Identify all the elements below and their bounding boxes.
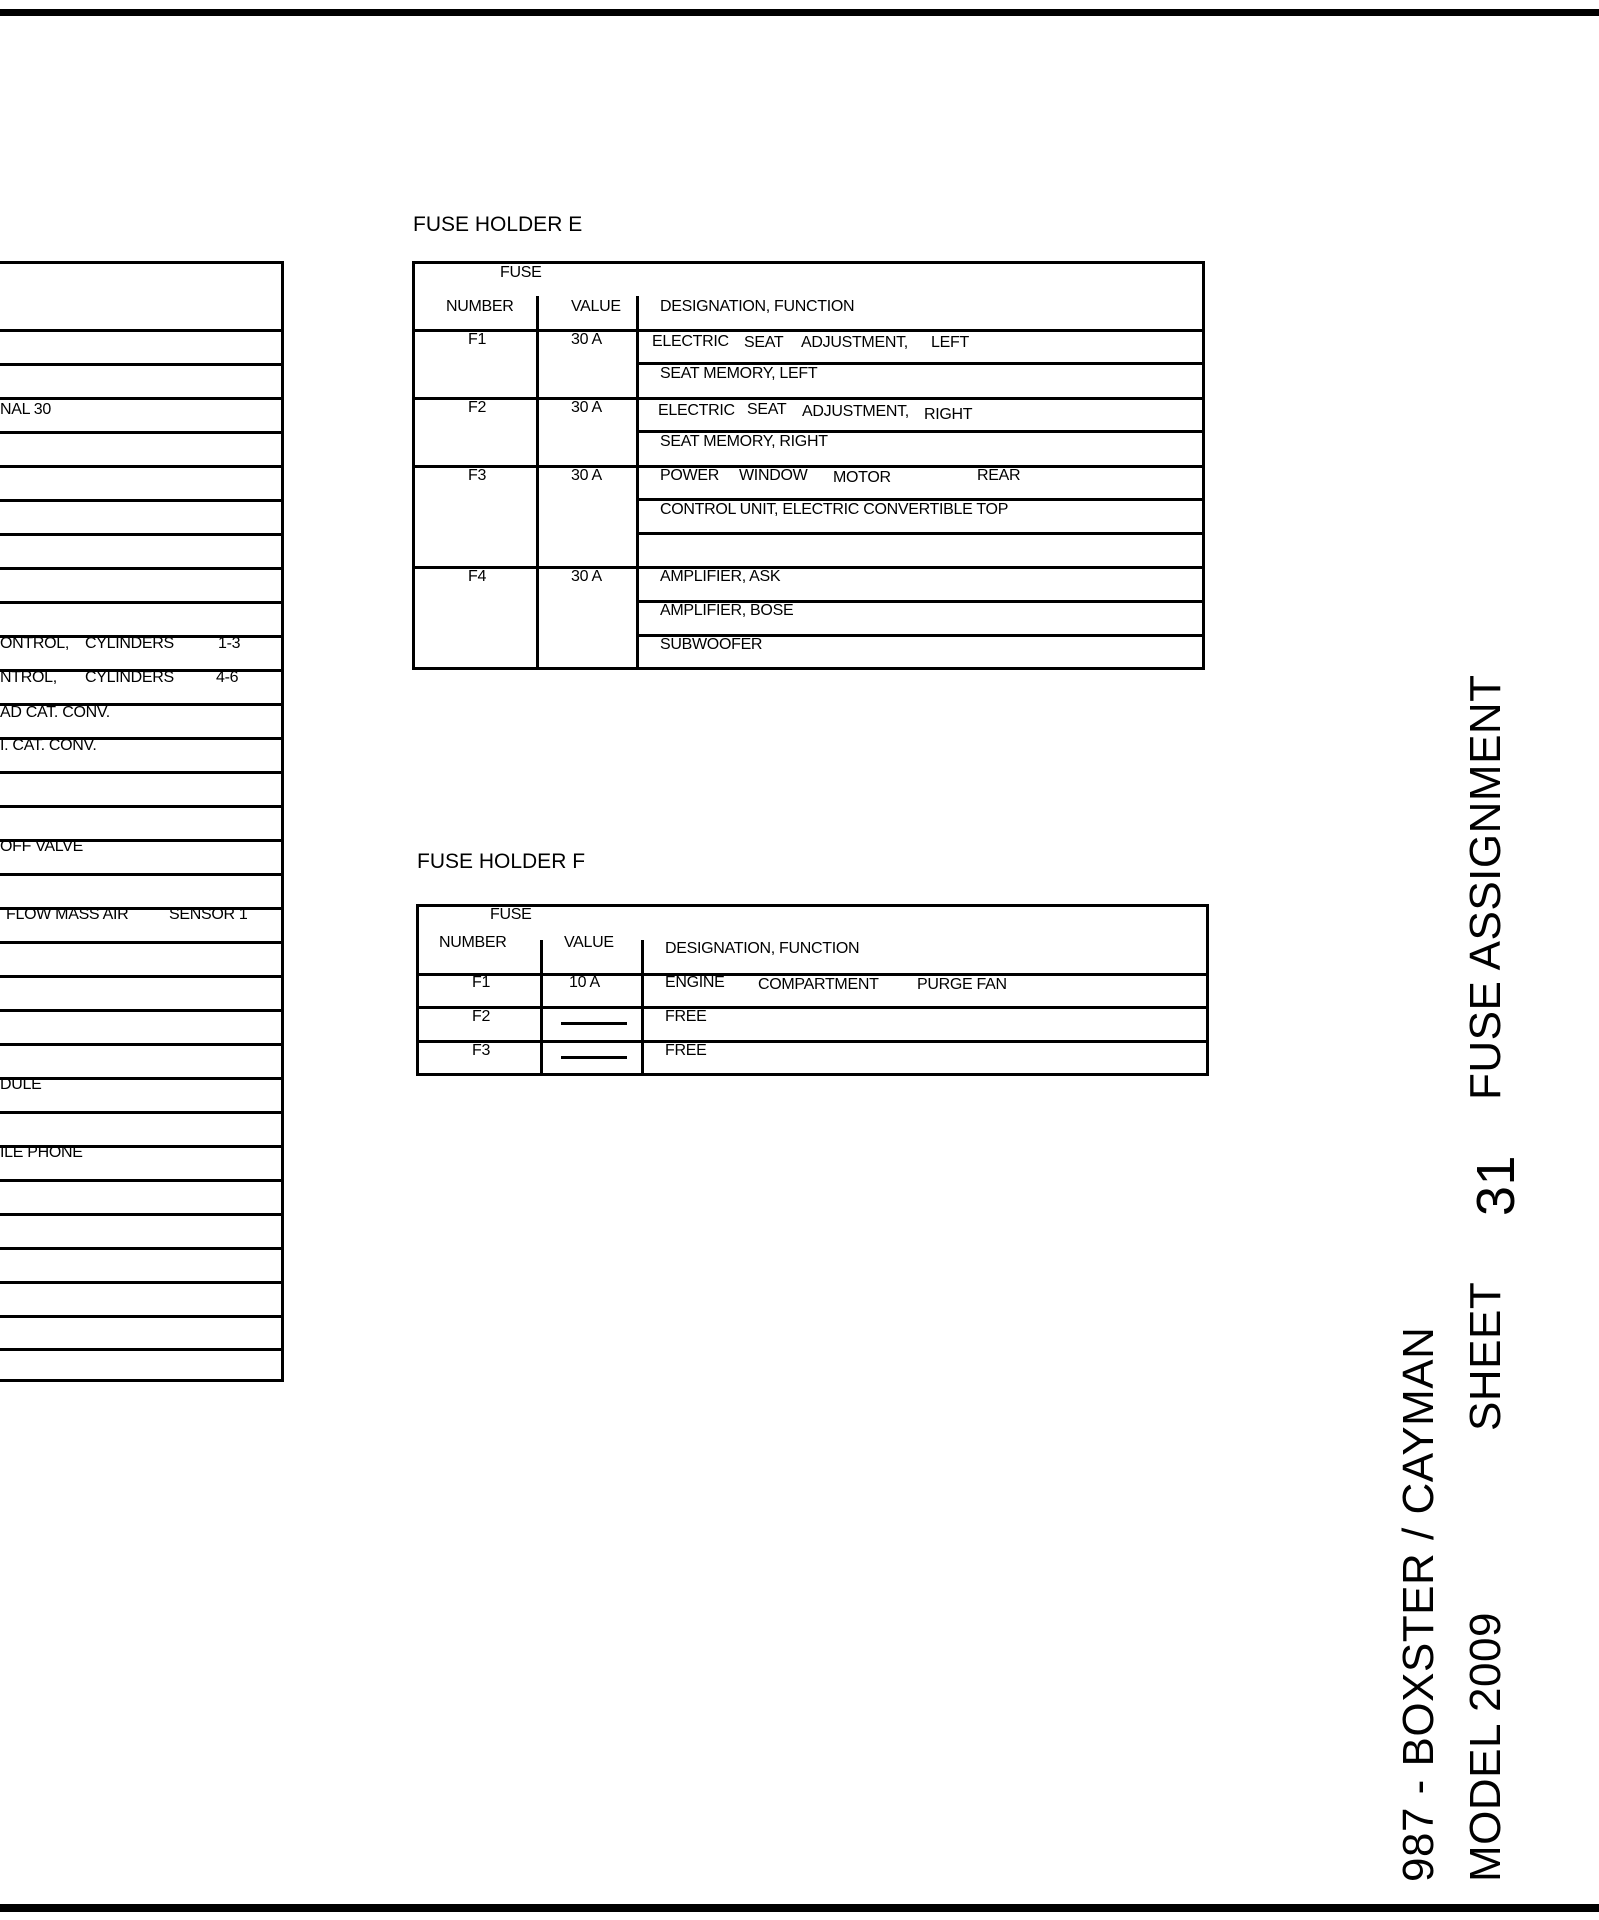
- designation-text: LEFT: [931, 334, 969, 351]
- sheet-title: FUSE ASSIGNMENT: [1461, 674, 1510, 1100]
- bottom-border: [0, 1904, 1599, 1912]
- fuse-value: 30 A: [571, 331, 602, 348]
- header-value: VALUE: [564, 934, 614, 951]
- designation-text: SEAT: [744, 334, 784, 351]
- fuse-number: F2: [472, 1008, 491, 1025]
- header-designation: DESIGNATION, FUNCTION: [665, 940, 860, 957]
- row-line: [0, 1315, 284, 1318]
- fuse-number: F2: [468, 399, 487, 416]
- left-row-text: CYLINDERS: [85, 635, 174, 652]
- designation-text: AMPLIFIER, BOSE: [660, 602, 794, 619]
- fuse-value: 30 A: [571, 467, 602, 484]
- fuse-number: F4: [468, 568, 487, 585]
- row-line: [0, 1213, 284, 1216]
- fuse-value: 10 A: [569, 974, 600, 991]
- sheet-number: 31: [1466, 1154, 1526, 1216]
- left-row-text: ONTROL,: [0, 635, 70, 652]
- left-row-text: 1-3: [218, 635, 241, 652]
- model-line-2: MODEL 2009: [1461, 1612, 1510, 1882]
- designation-text: SEAT MEMORY, LEFT: [660, 365, 818, 382]
- model-line-1: 987 - BOXSTER / CAYMAN: [1394, 1326, 1443, 1882]
- left-row-text: AD CAT. CONV.: [0, 704, 110, 721]
- fuse-holder-e-title: FUSE HOLDER E: [413, 213, 583, 236]
- row-line: [0, 1379, 284, 1382]
- header-number: NUMBER: [439, 934, 507, 951]
- left-row-text: I. CAT. CONV.: [0, 737, 97, 754]
- header-designation: DESIGNATION, FUNCTION: [660, 298, 855, 315]
- fuse-number: F1: [468, 331, 487, 348]
- fuse-number: F1: [472, 974, 491, 991]
- header-number: NUMBER: [446, 298, 514, 315]
- designation-text: FREE: [665, 1042, 707, 1059]
- designation-text: ADJUSTMENT,: [801, 334, 908, 351]
- header-value: VALUE: [571, 298, 621, 315]
- designation-text: COMPARTMENT: [758, 976, 879, 993]
- header-fuse: FUSE: [500, 264, 542, 281]
- header-fuse: FUSE: [490, 906, 532, 923]
- fuse-holder-f-title: FUSE HOLDER F: [417, 850, 586, 873]
- left-row-text: NAL 30: [0, 401, 51, 418]
- fuse-value: 30 A: [571, 399, 602, 416]
- left-row-text: OFF VALVE: [0, 838, 83, 855]
- table-border: [416, 904, 1209, 907]
- designation-text: MOTOR: [833, 469, 891, 486]
- designation-text: ELECTRIC: [658, 402, 735, 419]
- designation-text: SUBWOOFER: [660, 636, 763, 653]
- designation-text: SEAT: [747, 401, 787, 418]
- designation-text: ELECTRIC: [652, 333, 729, 350]
- designation-text: ENGINE: [665, 974, 725, 991]
- designation-text: RIGHT: [924, 406, 973, 423]
- fuse-value: 30 A: [571, 568, 602, 585]
- designation-text: AMPLIFIER, ASK: [660, 568, 781, 585]
- left-row-text: NTROL,: [0, 669, 57, 686]
- left-row-text: FLOW MASS AIR: [6, 906, 129, 923]
- left-row-text: SENSOR 1: [169, 906, 248, 923]
- designation-text: WINDOW: [739, 467, 808, 484]
- designation-text: ADJUSTMENT,: [802, 403, 909, 420]
- fuse-number: F3: [468, 467, 487, 484]
- row-line: [416, 1040, 1209, 1043]
- row-line: [0, 1247, 284, 1250]
- sheet-label: SHEET: [1461, 1281, 1510, 1431]
- left-row-text: ILE PHONE: [0, 1144, 83, 1161]
- empty-value-dash: [561, 1056, 627, 1059]
- designation-text: CONTROL UNIT, ELECTRIC CONVERTIBLE TOP: [660, 501, 1009, 518]
- table-border: [416, 1073, 1209, 1076]
- table-border: [416, 904, 419, 1076]
- row-line: [416, 1006, 1209, 1009]
- designation-text: SEAT MEMORY, RIGHT: [660, 433, 828, 450]
- table-border: [1206, 904, 1209, 1076]
- designation-text: REAR: [977, 467, 1021, 484]
- designation-text: FREE: [665, 1008, 707, 1025]
- row-line: [0, 1111, 284, 1114]
- designation-text: PURGE FAN: [917, 976, 1007, 993]
- left-row-text: CYLINDERS: [85, 669, 174, 686]
- left-row-text: DULE: [0, 1076, 42, 1093]
- fuse-number: F3: [472, 1042, 491, 1059]
- row-line: [0, 1348, 284, 1351]
- row-line: [0, 1179, 284, 1182]
- left-row-text: 4-6: [216, 669, 239, 686]
- designation-text: POWER: [660, 467, 719, 484]
- row-line: [0, 1281, 284, 1284]
- empty-value-dash: [561, 1022, 627, 1025]
